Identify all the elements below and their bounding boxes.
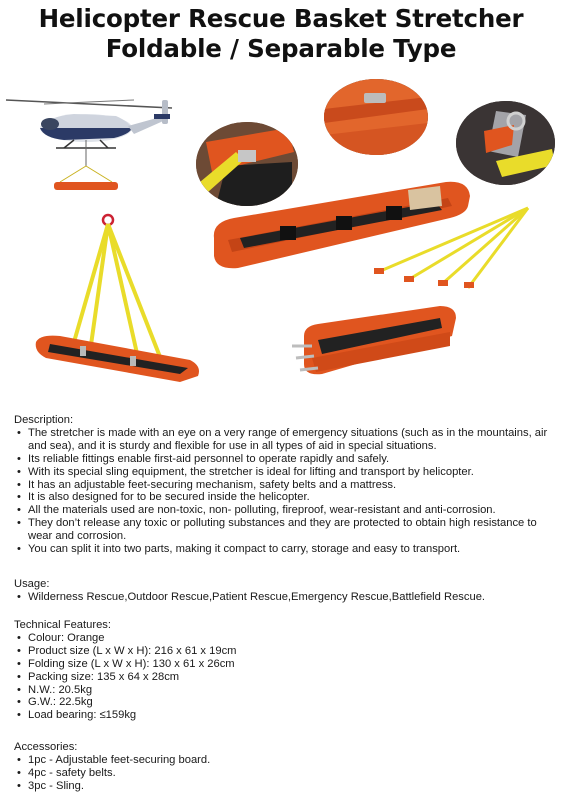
accessories-section bbox=[14, 741, 554, 793]
sling-straps bbox=[372, 204, 530, 290]
description-item: • It is also designed for to be secured inside the helicopter. bbox=[14, 491, 554, 504]
description-item: • All the materials used are non-toxic, non- polluting, fireproof, wear-resistant and anti-corrosion. bbox=[14, 504, 554, 517]
technical-item: • G.W.: 22.5kg bbox=[14, 696, 554, 709]
description-item: • It has an adjustable feet-securing mechanism, safety belts and a mattress. bbox=[14, 479, 554, 492]
accessory-item: • 1pc - Adjustable feet-securing board. bbox=[14, 754, 554, 767]
description-heading: Description: bbox=[14, 414, 74, 426]
technical-item: • Product size (L x W x H): 216 x 61 x 19cm bbox=[14, 645, 554, 658]
technical-heading: Technical Features: bbox=[14, 619, 112, 631]
accessories-heading: Accessories: bbox=[14, 741, 78, 753]
technical-item: • Packing size: 135 x 64 x 28cm bbox=[14, 671, 554, 684]
description-item: • You can split it into two parts, making it compact to carry, storage and easy to transport. bbox=[14, 543, 554, 556]
carabiner-closeup bbox=[456, 101, 555, 185]
hanging-stretcher bbox=[30, 212, 210, 394]
description-item: • They don’t release any toxic or polluting substances and they are protected to obtain high resistance to wear and corrosion. bbox=[14, 517, 554, 543]
description-section bbox=[14, 414, 554, 556]
description-item: • With its special sling equipment, the stretcher is ideal for lifting and transport by helicopter. bbox=[14, 466, 554, 479]
description-item: • Its reliable fittings enable first-aid personnel to operate rapidly and safely. bbox=[14, 453, 554, 466]
description-item: • The stretcher is made with an eye on a very range of emergency situations (such as in the mountains, air and sea), and it is sturdy and flexible for use in all types of aid in special situations. bbox=[14, 427, 554, 453]
rail-closeup bbox=[324, 79, 428, 155]
usage-item: • Wilderness Rescue,Outdoor Rescue,Patient Rescue,Emergency Rescue,Battlefield Rescue. bbox=[14, 591, 554, 604]
technical-item: • Load bearing: ≤159kg bbox=[14, 709, 554, 722]
usage-section bbox=[14, 578, 554, 604]
page-title: Helicopter Rescue Basket Stretcher bbox=[38, 4, 524, 33]
technical-item: • Colour: Orange bbox=[14, 632, 554, 645]
helicopter-icon bbox=[4, 78, 180, 198]
page-subtitle: Foldable / Separable Type bbox=[105, 34, 457, 63]
usage-heading: Usage: bbox=[14, 578, 50, 590]
accessory-item: • 3pc - Sling. bbox=[14, 780, 554, 793]
separated-stretcher bbox=[290, 296, 462, 386]
accessory-item: • 4pc - safety belts. bbox=[14, 767, 554, 780]
technical-item: • Folding size (L x W x H): 130 x 61 x 26cm bbox=[14, 658, 554, 671]
technical-item: • N.W.: 20.5kg bbox=[14, 684, 554, 697]
technical-section bbox=[14, 619, 554, 722]
